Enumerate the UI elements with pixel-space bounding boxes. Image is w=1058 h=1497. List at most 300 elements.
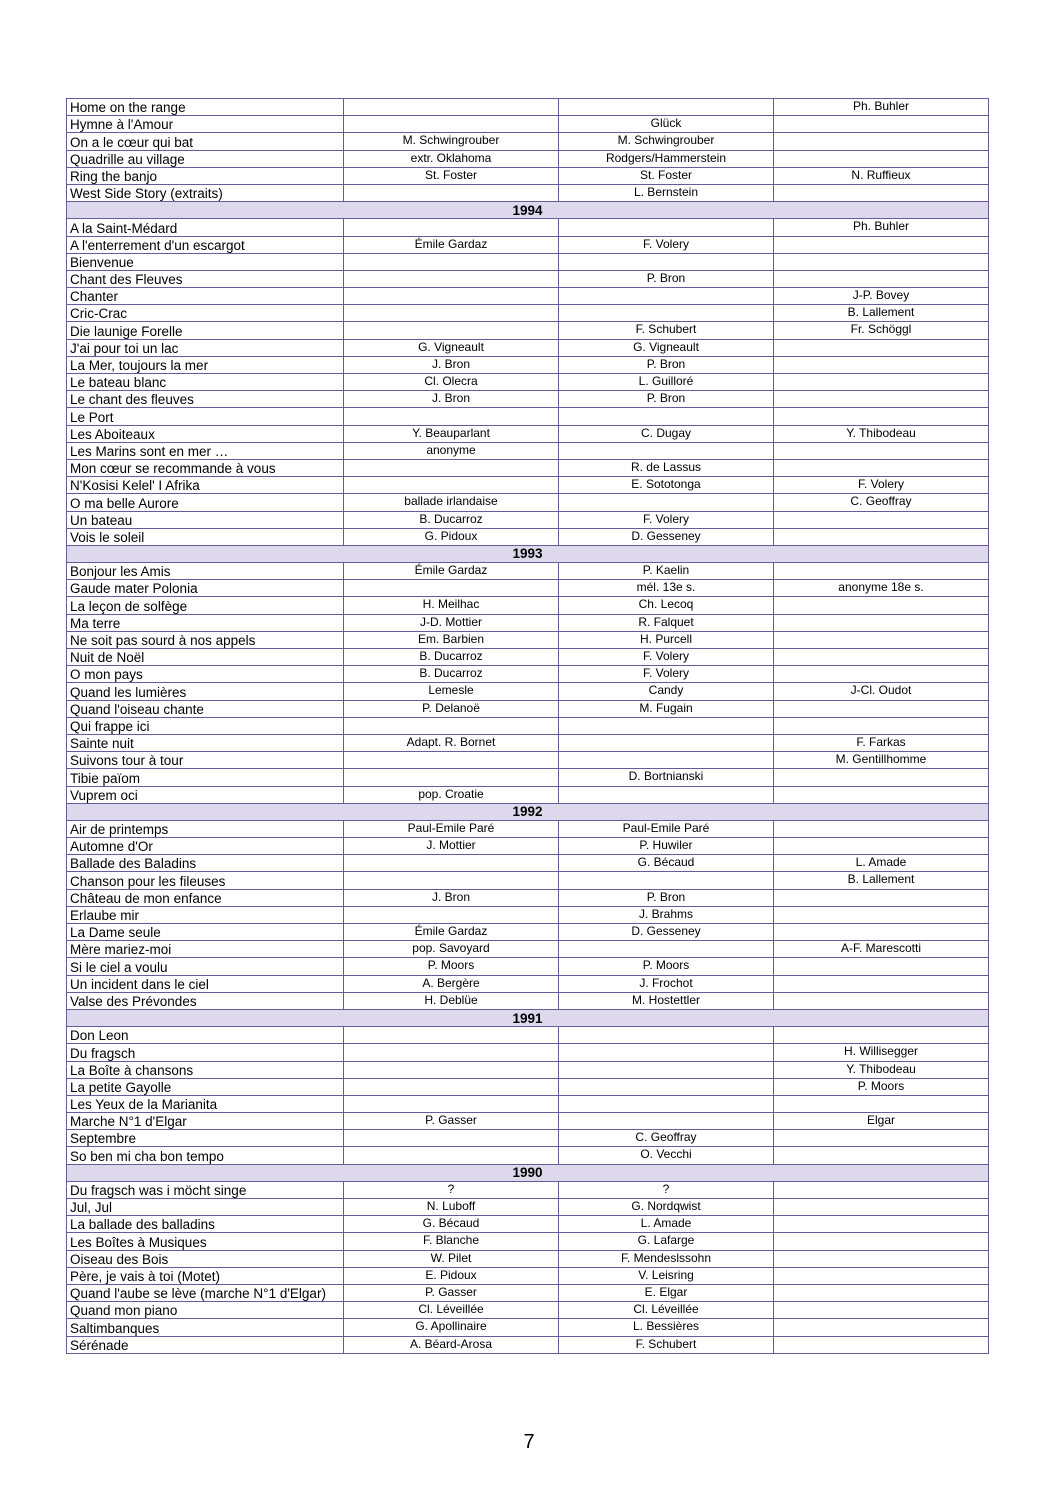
song-title-cell: Home on the range xyxy=(67,99,344,116)
song-title-cell: Quand les lumières xyxy=(67,683,344,700)
song-title-cell: Erlaube mir xyxy=(67,906,344,923)
lyricist-cell: ballade irlandaise xyxy=(344,494,559,511)
table-row xyxy=(67,1250,989,1267)
lyricist-cell: G. Vigneault xyxy=(344,339,559,356)
song-title-cell: Jul, Jul xyxy=(67,1199,344,1216)
composer-cell xyxy=(559,734,774,751)
composer-cell: St. Foster xyxy=(559,167,774,184)
lyricist-cell: ? xyxy=(344,1181,559,1198)
composer-cell xyxy=(559,941,774,958)
table-row xyxy=(67,717,989,734)
table-row xyxy=(67,1216,989,1233)
composer-cell: J. Frochot xyxy=(559,975,774,992)
table-row xyxy=(67,305,989,322)
composer-cell xyxy=(559,305,774,322)
composer-cell: C. Geoffray xyxy=(559,1130,774,1147)
table-row xyxy=(67,99,989,116)
arranger-cell: Fr. Schöggl xyxy=(774,322,989,339)
song-title-cell: Les Aboiteaux xyxy=(67,425,344,442)
table-row xyxy=(67,1319,989,1336)
lyricist-cell xyxy=(344,855,559,872)
composer-cell xyxy=(559,288,774,305)
song-title-cell: Chant des Fleuves xyxy=(67,270,344,287)
composer-cell: L. Bernstein xyxy=(559,184,774,201)
year-header: 1994 xyxy=(67,202,989,219)
lyricist-cell xyxy=(344,219,559,236)
table-row xyxy=(67,563,989,580)
lyricist-cell: H. Deblüe xyxy=(344,992,559,1009)
table-row xyxy=(67,219,989,236)
song-title-cell: La Boîte à chansons xyxy=(67,1061,344,1078)
arranger-cell xyxy=(774,1027,989,1044)
table-row xyxy=(67,683,989,700)
composer-cell: Candy xyxy=(559,683,774,700)
lyricist-cell: J. Bron xyxy=(344,391,559,408)
lyricist-cell: B. Ducarroz xyxy=(344,649,559,666)
table-row xyxy=(67,1130,989,1147)
song-title-cell: Ring the banjo xyxy=(67,167,344,184)
table-row xyxy=(67,408,989,425)
lyricist-cell: M. Schwingrouber xyxy=(344,133,559,150)
table-row xyxy=(67,631,989,648)
arranger-cell xyxy=(774,511,989,528)
year-header-row xyxy=(67,202,989,219)
composer-cell: L. Bessières xyxy=(559,1319,774,1336)
table-row xyxy=(67,494,989,511)
arranger-cell xyxy=(774,666,989,683)
composer-cell: P. Huwiler xyxy=(559,838,774,855)
song-title-cell: Oiseau des Bois xyxy=(67,1250,344,1267)
composer-cell: Ch. Lecoq xyxy=(559,597,774,614)
lyricist-cell xyxy=(344,1078,559,1095)
lyricist-cell: J. Mottier xyxy=(344,838,559,855)
composer-cell xyxy=(559,717,774,734)
composer-cell: Cl. Léveillée xyxy=(559,1302,774,1319)
lyricist-cell xyxy=(344,305,559,322)
arranger-cell xyxy=(774,597,989,614)
song-title-cell: La ballade des balladins xyxy=(67,1216,344,1233)
arranger-cell xyxy=(774,838,989,855)
lyricist-cell xyxy=(344,752,559,769)
composer-cell xyxy=(559,1027,774,1044)
lyricist-cell: P. Gasser xyxy=(344,1113,559,1130)
lyricist-cell: Em. Barbien xyxy=(344,631,559,648)
composer-cell: J. Brahms xyxy=(559,906,774,923)
lyricist-cell: B. Ducarroz xyxy=(344,511,559,528)
arranger-cell xyxy=(774,116,989,133)
song-title-cell: Château de mon enfance xyxy=(67,889,344,906)
year-header-row xyxy=(67,1009,989,1026)
song-title-cell: La Mer, toujours la mer xyxy=(67,356,344,373)
arranger-cell xyxy=(774,631,989,648)
composer-cell: O. Vecchi xyxy=(559,1147,774,1164)
year-header-row xyxy=(67,1164,989,1181)
arranger-cell xyxy=(774,1319,989,1336)
composer-cell: E. Sototonga xyxy=(559,477,774,494)
lyricist-cell xyxy=(344,459,559,476)
table-row xyxy=(67,1284,989,1301)
arranger-cell xyxy=(774,563,989,580)
composer-cell: H. Purcell xyxy=(559,631,774,648)
lyricist-cell xyxy=(344,288,559,305)
song-title-cell: Suivons tour à tour xyxy=(67,752,344,769)
table-row xyxy=(67,167,989,184)
song-title-cell: A l'enterrement d'un escargot xyxy=(67,236,344,253)
song-title-cell: Tibie païom xyxy=(67,769,344,786)
song-title-cell: Quand l'oiseau chante xyxy=(67,700,344,717)
song-title-cell: La leçon de solfège xyxy=(67,597,344,614)
song-title-cell: Chanter xyxy=(67,288,344,305)
song-title-cell: Un bateau xyxy=(67,511,344,528)
repertoire-table xyxy=(66,98,989,1354)
song-title-cell: Du fragsch xyxy=(67,1044,344,1061)
arranger-cell xyxy=(774,408,989,425)
arranger-cell: H. Willisegger xyxy=(774,1044,989,1061)
table-row xyxy=(67,511,989,528)
composer-cell xyxy=(559,872,774,889)
table-row xyxy=(67,339,989,356)
arranger-cell xyxy=(774,1147,989,1164)
table-row xyxy=(67,924,989,941)
table-row xyxy=(67,820,989,837)
composer-cell xyxy=(559,752,774,769)
arranger-cell xyxy=(774,1181,989,1198)
lyricist-cell xyxy=(344,116,559,133)
table-row xyxy=(67,1181,989,1198)
song-title-cell: Quand l'aube se lève (marche N°1 d'Elgar) xyxy=(67,1284,344,1301)
song-title-cell: Automne d'Or xyxy=(67,838,344,855)
song-title-cell: Air de printemps xyxy=(67,820,344,837)
song-title-cell: J'ai pour toi un lac xyxy=(67,339,344,356)
table-row xyxy=(67,614,989,631)
year-header: 1991 xyxy=(67,1009,989,1026)
lyricist-cell xyxy=(344,1147,559,1164)
arranger-cell: Y. Thibodeau xyxy=(774,1061,989,1078)
arranger-cell xyxy=(774,270,989,287)
arranger-cell xyxy=(774,700,989,717)
song-title-cell: Quadrille au village xyxy=(67,150,344,167)
composer-cell xyxy=(559,1113,774,1130)
composer-cell: Glück xyxy=(559,116,774,133)
composer-cell: D. Bortnianski xyxy=(559,769,774,786)
song-title-cell: Les Marins sont en mer … xyxy=(67,442,344,459)
lyricist-cell: Y. Beauparlant xyxy=(344,425,559,442)
table-row xyxy=(67,150,989,167)
composer-cell: P. Bron xyxy=(559,356,774,373)
table-row xyxy=(67,442,989,459)
song-title-cell: Bienvenue xyxy=(67,253,344,270)
lyricist-cell xyxy=(344,322,559,339)
song-title-cell: Bonjour les Amis xyxy=(67,563,344,580)
composer-cell: M. Schwingrouber xyxy=(559,133,774,150)
arranger-cell: B. Lallement xyxy=(774,872,989,889)
lyricist-cell: P. Moors xyxy=(344,958,559,975)
song-title-cell: Ma terre xyxy=(67,614,344,631)
table-row xyxy=(67,734,989,751)
song-title-cell: Ne soit pas sourd à nos appels xyxy=(67,631,344,648)
lyricist-cell: J. Bron xyxy=(344,889,559,906)
composer-cell: F. Schubert xyxy=(559,322,774,339)
arranger-cell: J-P. Bovey xyxy=(774,288,989,305)
table-row xyxy=(67,597,989,614)
song-title-cell: Les Yeux de la Marianita xyxy=(67,1095,344,1112)
arranger-cell xyxy=(774,184,989,201)
table-row xyxy=(67,941,989,958)
table-row xyxy=(67,786,989,803)
composer-cell: F. Volery xyxy=(559,511,774,528)
arranger-cell xyxy=(774,1267,989,1284)
lyricist-cell: Émile Gardaz xyxy=(344,924,559,941)
song-title-cell: Hymne à l'Amour xyxy=(67,116,344,133)
composer-cell: V. Leisring xyxy=(559,1267,774,1284)
lyricist-cell: F. Blanche xyxy=(344,1233,559,1250)
arranger-cell: Ph. Buhler xyxy=(774,99,989,116)
composer-cell: M. Hostettler xyxy=(559,992,774,1009)
composer-cell: E. Elgar xyxy=(559,1284,774,1301)
lyricist-cell: N. Luboff xyxy=(344,1199,559,1216)
lyricist-cell: P. Delanoë xyxy=(344,700,559,717)
table-row xyxy=(67,1147,989,1164)
table-row xyxy=(67,236,989,253)
lyricist-cell xyxy=(344,270,559,287)
arranger-cell xyxy=(774,1130,989,1147)
arranger-cell xyxy=(774,1250,989,1267)
table-row xyxy=(67,528,989,545)
composer-cell xyxy=(559,1061,774,1078)
lyricist-cell: A. Bergère xyxy=(344,975,559,992)
song-title-cell: Le Port xyxy=(67,408,344,425)
composer-cell: P. Bron xyxy=(559,270,774,287)
lyricist-cell: A. Béard-Arosa xyxy=(344,1336,559,1353)
table-row xyxy=(67,270,989,287)
composer-cell: C. Dugay xyxy=(559,425,774,442)
lyricist-cell xyxy=(344,1095,559,1112)
table-row xyxy=(67,184,989,201)
composer-cell: ? xyxy=(559,1181,774,1198)
lyricist-cell: Émile Gardaz xyxy=(344,236,559,253)
lyricist-cell xyxy=(344,477,559,494)
repertoire-table-body xyxy=(67,99,989,1354)
lyricist-cell: G. Pidoux xyxy=(344,528,559,545)
song-title-cell: Cric-Crac xyxy=(67,305,344,322)
song-title-cell: Septembre xyxy=(67,1130,344,1147)
song-title-cell: Nuit de Noël xyxy=(67,649,344,666)
table-row xyxy=(67,752,989,769)
lyricist-cell: anonyme xyxy=(344,442,559,459)
arranger-cell xyxy=(774,786,989,803)
arranger-cell xyxy=(774,924,989,941)
arranger-cell xyxy=(774,649,989,666)
lyricist-cell: J-D. Mottier xyxy=(344,614,559,631)
song-title-cell: A la Saint-Médard xyxy=(67,219,344,236)
table-row xyxy=(67,116,989,133)
composer-cell: P. Kaelin xyxy=(559,563,774,580)
year-header: 1993 xyxy=(67,545,989,562)
table-row xyxy=(67,838,989,855)
song-title-cell: Ballade des Baladins xyxy=(67,855,344,872)
composer-cell: G. Bécaud xyxy=(559,855,774,872)
arranger-cell: A-F. Marescotti xyxy=(774,941,989,958)
composer-cell xyxy=(559,1095,774,1112)
table-row xyxy=(67,288,989,305)
lyricist-cell: extr. Oklahoma xyxy=(344,150,559,167)
table-row xyxy=(67,425,989,442)
lyricist-cell xyxy=(344,1044,559,1061)
table-row xyxy=(67,958,989,975)
arranger-cell: P. Moors xyxy=(774,1078,989,1095)
lyricist-cell: G. Apollinaire xyxy=(344,1319,559,1336)
composer-cell: F. Volery xyxy=(559,649,774,666)
lyricist-cell xyxy=(344,872,559,889)
table-row xyxy=(67,253,989,270)
composer-cell xyxy=(559,786,774,803)
arranger-cell: B. Lallement xyxy=(774,305,989,322)
table-row xyxy=(67,391,989,408)
table-row xyxy=(67,666,989,683)
lyricist-cell: H. Meilhac xyxy=(344,597,559,614)
song-title-cell: Qui frappe ici xyxy=(67,717,344,734)
song-title-cell: Père, je vais à toi (Motet) xyxy=(67,1267,344,1284)
lyricist-cell: Cl. Olecra xyxy=(344,374,559,391)
composer-cell: D. Gesseney xyxy=(559,924,774,941)
song-title-cell: La Dame seule xyxy=(67,924,344,941)
table-row xyxy=(67,1199,989,1216)
arranger-cell: M. Gentillhomme xyxy=(774,752,989,769)
year-header-row xyxy=(67,803,989,820)
song-title-cell: Vuprem oci xyxy=(67,786,344,803)
arranger-cell xyxy=(774,1336,989,1353)
composer-cell: P. Bron xyxy=(559,889,774,906)
arranger-cell xyxy=(774,374,989,391)
table-row xyxy=(67,356,989,373)
composer-cell xyxy=(559,253,774,270)
table-row xyxy=(67,1027,989,1044)
composer-cell: F. Volery xyxy=(559,236,774,253)
arranger-cell: Elgar xyxy=(774,1113,989,1130)
table-row xyxy=(67,1061,989,1078)
composer-cell: F. Mendeslssohn xyxy=(559,1250,774,1267)
arranger-cell xyxy=(774,889,989,906)
lyricist-cell xyxy=(344,717,559,734)
song-title-cell: Gaude mater Polonia xyxy=(67,580,344,597)
arranger-cell xyxy=(774,133,989,150)
composer-cell xyxy=(559,99,774,116)
song-title-cell: Chanson pour les fileuses xyxy=(67,872,344,889)
composer-cell xyxy=(559,494,774,511)
lyricist-cell: J. Bron xyxy=(344,356,559,373)
song-title-cell: Die launige Forelle xyxy=(67,322,344,339)
song-title-cell: Un incident dans le ciel xyxy=(67,975,344,992)
table-row xyxy=(67,700,989,717)
arranger-cell xyxy=(774,356,989,373)
song-title-cell: O mon pays xyxy=(67,666,344,683)
lyricist-cell xyxy=(344,580,559,597)
lyricist-cell: St. Foster xyxy=(344,167,559,184)
arranger-cell xyxy=(774,253,989,270)
table-row xyxy=(67,133,989,150)
year-header: 1992 xyxy=(67,803,989,820)
song-title-cell: Vois le soleil xyxy=(67,528,344,545)
composer-cell: L. Amade xyxy=(559,1216,774,1233)
table-row xyxy=(67,1302,989,1319)
arranger-cell xyxy=(774,975,989,992)
lyricist-cell: B. Ducarroz xyxy=(344,666,559,683)
composer-cell: F. Volery xyxy=(559,666,774,683)
composer-cell: mél. 13e s. xyxy=(559,580,774,597)
lyricist-cell: Paul-Emile Paré xyxy=(344,820,559,837)
table-row xyxy=(67,1267,989,1284)
table-row xyxy=(67,1044,989,1061)
song-title-cell: Marche N°1 d'Elgar xyxy=(67,1113,344,1130)
lyricist-cell: Cl. Léveillée xyxy=(344,1302,559,1319)
song-title-cell: Mon cœur se recommande à vous xyxy=(67,459,344,476)
composer-cell: D. Gesseney xyxy=(559,528,774,545)
arranger-cell xyxy=(774,339,989,356)
arranger-cell xyxy=(774,717,989,734)
arranger-cell xyxy=(774,1216,989,1233)
song-title-cell: Sainte nuit xyxy=(67,734,344,751)
composer-cell: Paul-Emile Paré xyxy=(559,820,774,837)
composer-cell xyxy=(559,408,774,425)
composer-cell: M. Fugain xyxy=(559,700,774,717)
composer-cell: Rodgers/Hammerstein xyxy=(559,150,774,167)
arranger-cell xyxy=(774,528,989,545)
lyricist-cell xyxy=(344,99,559,116)
table-row xyxy=(67,889,989,906)
lyricist-cell: G. Bécaud xyxy=(344,1216,559,1233)
lyricist-cell: Lemesle xyxy=(344,683,559,700)
composer-cell: G. Lafarge xyxy=(559,1233,774,1250)
lyricist-cell: P. Gasser xyxy=(344,1284,559,1301)
lyricist-cell: Émile Gardaz xyxy=(344,563,559,580)
year-header: 1990 xyxy=(67,1164,989,1181)
arranger-cell: L. Amade xyxy=(774,855,989,872)
arranger-cell xyxy=(774,820,989,837)
arranger-cell xyxy=(774,1233,989,1250)
lyricist-cell: pop. Savoyard xyxy=(344,941,559,958)
lyricist-cell xyxy=(344,1027,559,1044)
arranger-cell xyxy=(774,958,989,975)
lyricist-cell xyxy=(344,408,559,425)
song-title-cell: Du fragsch was i möcht singe xyxy=(67,1181,344,1198)
song-title-cell: Mère mariez-moi xyxy=(67,941,344,958)
song-title-cell: Don Leon xyxy=(67,1027,344,1044)
song-title-cell: Saltimbanques xyxy=(67,1319,344,1336)
year-header-row xyxy=(67,545,989,562)
lyricist-cell xyxy=(344,184,559,201)
composer-cell: P. Bron xyxy=(559,391,774,408)
arranger-cell xyxy=(774,459,989,476)
composer-cell xyxy=(559,1078,774,1095)
table-row xyxy=(67,649,989,666)
song-title-cell: Quand mon piano xyxy=(67,1302,344,1319)
composer-cell: G. Nordqwist xyxy=(559,1199,774,1216)
composer-cell xyxy=(559,219,774,236)
table-row xyxy=(67,1233,989,1250)
table-row xyxy=(67,1113,989,1130)
table-row xyxy=(67,580,989,597)
song-title-cell: N'Kosisi Kelel' I Afrika xyxy=(67,477,344,494)
composer-cell: R. de Lassus xyxy=(559,459,774,476)
table-row xyxy=(67,1095,989,1112)
composer-cell: F. Schubert xyxy=(559,1336,774,1353)
arranger-cell: F. Volery xyxy=(774,477,989,494)
composer-cell xyxy=(559,442,774,459)
arranger-cell: N. Ruffieux xyxy=(774,167,989,184)
song-title-cell: O ma belle Aurore xyxy=(67,494,344,511)
arranger-cell xyxy=(774,391,989,408)
arranger-cell xyxy=(774,1095,989,1112)
